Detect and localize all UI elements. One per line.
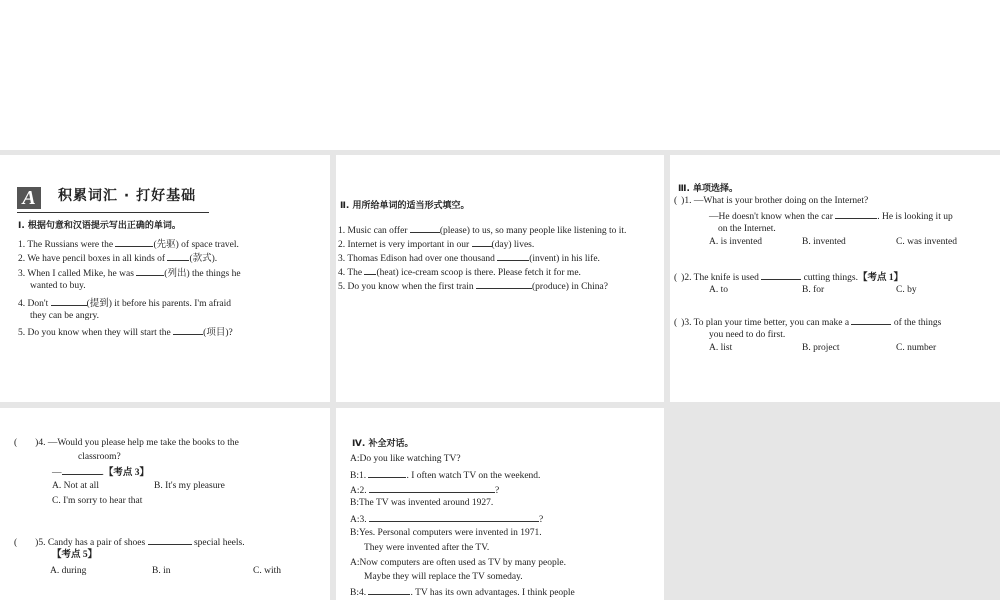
q4-option-a[interactable]: A. Not at all [52,481,99,491]
answer-blank[interactable] [167,250,189,261]
panel-multiple-choice [670,155,1000,402]
q1-option-c[interactable]: C. was invented [896,237,957,247]
answer-blank[interactable] [835,208,877,219]
top-blank-area [0,0,1000,150]
q1-option-b[interactable]: B. invented [802,237,846,247]
q3-option-b[interactable]: B. project [802,343,840,353]
answer-blank[interactable] [51,295,87,306]
answer-blank[interactable] [62,464,102,475]
panel-vocabulary [0,155,330,402]
q2-option-a[interactable]: A. to [709,285,728,295]
q4-stem: ( )4. —Would you please help me take the books to the [14,438,239,448]
q1-line2: —He doesn't know when the car . He is looking it up [709,208,953,224]
q5-option-a[interactable]: A. during [50,566,87,576]
q4-option-c[interactable]: C. I'm sorry to hear that [52,496,143,506]
panel-dialogue [336,408,664,600]
answer-blank[interactable] [173,324,203,335]
section-title: 积累词汇 · 打好基础 [58,188,197,204]
part2-item-5: 5. Do you know when the first train (produce) in China? [338,278,608,294]
part3-heading: Ⅲ. 单项选择。 [678,184,739,194]
part2-item-1: 1. Music can offer (please) to us, so many people like listening to it. [338,222,626,238]
answer-blank[interactable] [476,278,532,289]
part1-item-1: 1. The Russians were the (先驱) of space travel. [18,236,239,252]
q3-line2: you need to do first. [709,330,786,340]
part4-heading: Ⅳ. 补全对话。 [352,439,414,449]
answer-blank[interactable] [761,269,801,280]
q5-option-b[interactable]: B. in [152,566,171,576]
section-a-badge: A [17,187,41,209]
answer-blank[interactable] [851,314,891,325]
answer-blank[interactable] [148,534,192,545]
panel-multiple-choice-cont [0,408,330,600]
q2-option-c[interactable]: C. by [896,285,917,295]
part1-item-3: 3. When I called Mike, he was (列出) the things he [18,265,241,281]
title-underline [17,212,209,213]
dialogue-line-2: B:1. . I often watch TV on the weekend. [350,467,540,483]
worksheet-grid [0,150,1000,600]
dialogue-line-6: B:Yes. Personal computers were invented in 1971. [350,528,542,538]
answer-blank[interactable] [136,265,164,276]
part2-item-2: 2. Internet is very important in our (day) lives. [338,236,534,252]
part2-heading: Ⅱ. 用所给单词的适当形式填空。 [340,201,470,211]
q4-line3: — .【考点 3】 [52,464,149,480]
panel-word-forms [336,155,664,402]
part2-item-3: 3. Thomas Edison had over one thousand (invent) in his life. [338,250,600,266]
q1-stem: ( )1. —What is your brother doing on the Internet? [674,196,869,206]
part1-item-3-cont: wanted to buy. [30,281,86,291]
answer-blank[interactable] [369,482,495,493]
dialogue-line-1: A:Do you like watching TV? [350,454,461,464]
answer-blank[interactable] [368,467,406,478]
dialogue-line-4: B:The TV was invented around 1927. [350,498,494,508]
q2-stem: ( )2. The knife is used cutting things.【考点 1】 [674,269,903,285]
q4-line2: classroom? [78,452,121,462]
q5-option-c[interactable]: C. with [253,566,281,576]
part2-item-4: 4. The (heat) ice-cream scoop is there. Please fetch it for me. [338,264,581,280]
q1-line3: on the Internet. [718,224,776,234]
dialogue-line-8: A:Now computers are often used as TV by many people. [350,558,566,568]
dialogue-line-7: They were invented after the TV. [364,543,490,553]
answer-blank[interactable] [410,222,440,233]
part1-item-5: 5. Do you know when they will start the (项目)? [18,324,233,340]
q4-option-b[interactable]: B. It's my pleasure [154,481,225,491]
q2-option-b[interactable]: B. for [802,285,825,295]
q3-option-a[interactable]: A. list [709,343,733,353]
part1-heading: Ⅰ. 根据句意和汉语提示写出正确的单词。 [18,221,181,231]
dialogue-line-9: Maybe they will replace the TV someday. [364,572,523,582]
part1-item-4: 4. Don't (提到) it before his parents. I'm afraid [18,295,231,311]
dialogue-line-3: A:2. ? [350,482,499,498]
part1-item-4-cont: they can be angry. [30,311,100,321]
dialogue-line-10: B:4. . TV has its own advantages. I think people [350,584,575,600]
q5-tag: 【考点 5】 [52,550,98,560]
answer-blank[interactable] [115,236,153,247]
answer-blank[interactable] [472,236,492,247]
answer-blank[interactable] [497,250,529,261]
dialogue-line-5: A:3. ? [350,511,543,527]
q3-stem: ( )3. To plan your time better, you can make a of the things [674,314,941,330]
answer-blank[interactable] [364,264,376,275]
q5-stem: ( )5. Candy has a pair of shoes special heels. [14,534,245,550]
q1-option-a[interactable]: A. is invented [709,237,763,247]
answer-blank[interactable] [369,511,539,522]
part1-item-2: 2. We have pencil boxes in all kinds of (款式). [18,250,217,266]
answer-blank[interactable] [368,584,410,595]
q3-option-c[interactable]: C. number [896,343,937,353]
